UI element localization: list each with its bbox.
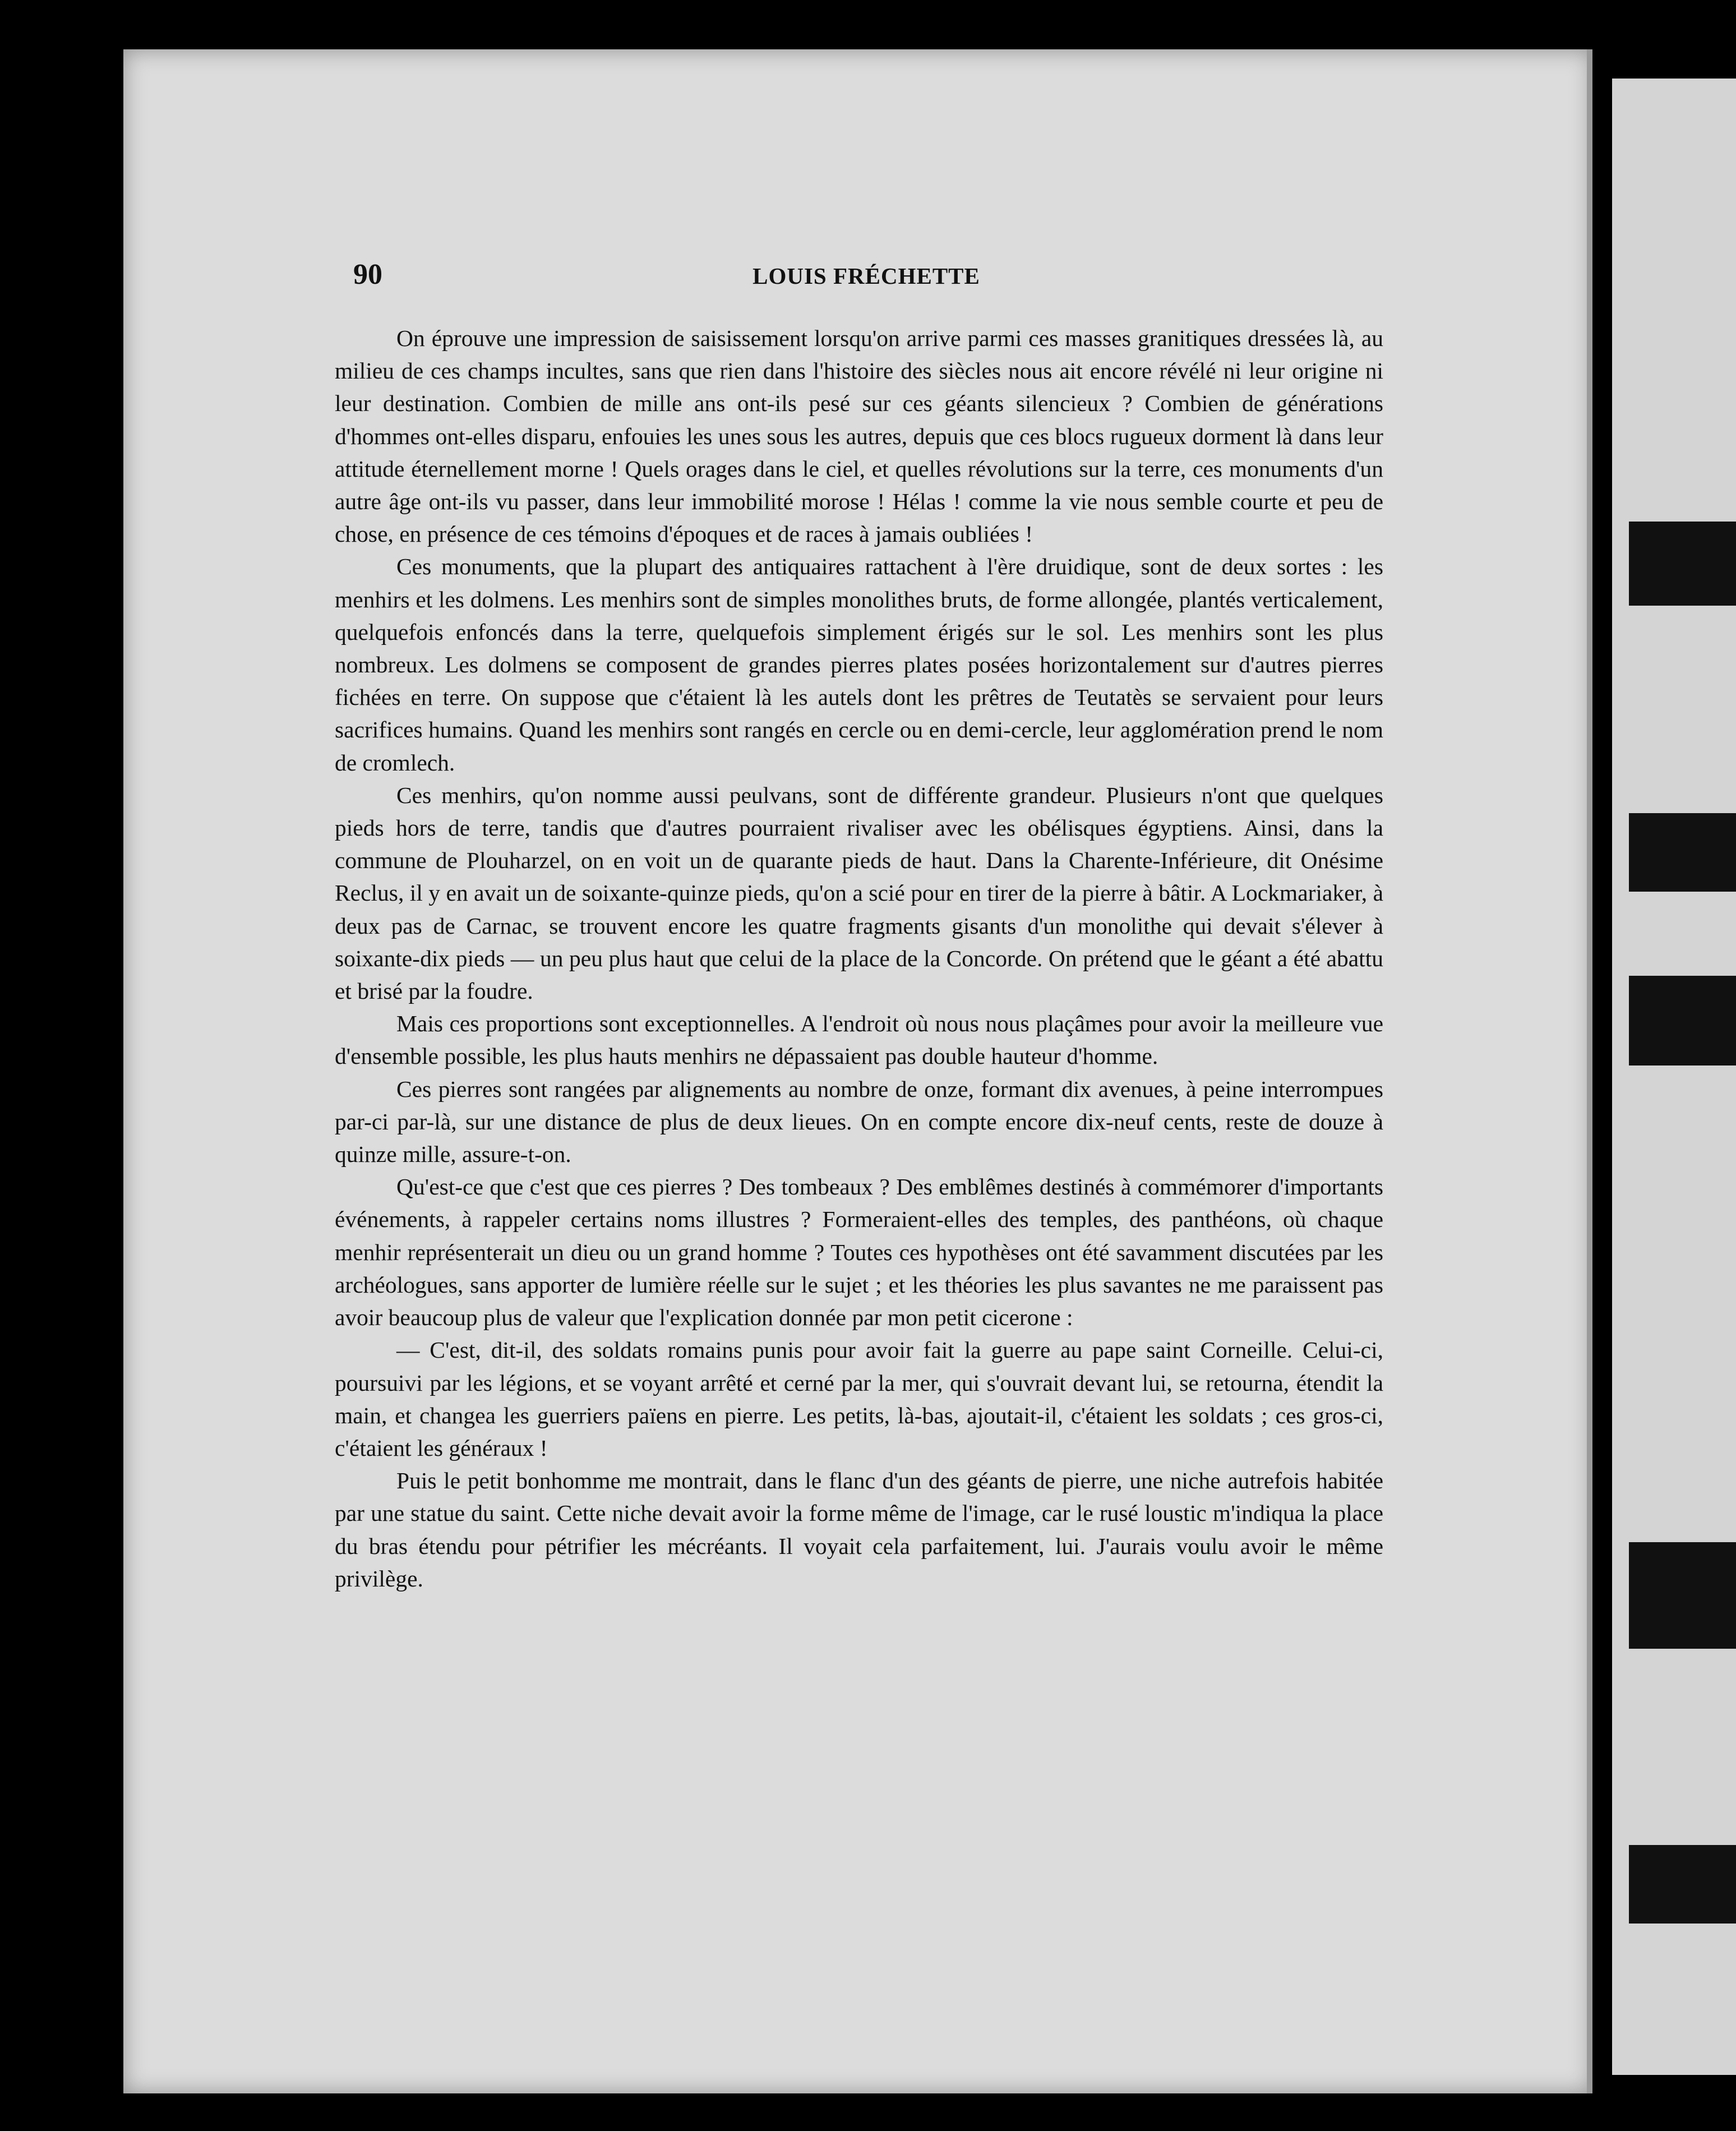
paragraph: Ces pierres sont rangées par alignements au nombre de onze, formant dix avenues, à peine interrompues par-ci par-là, sur une distance de plus de deux lieues. On en compte encore dix-neuf cents, reste de douze à quinze mille, assure-t-on. bbox=[335, 1076, 1383, 1168]
scan-artifact-bar bbox=[1629, 1845, 1736, 1924]
paragraph: On éprouve une impression de saisissement lorsqu'on arrive parmi ces masses granitiques dressées là, au milieu de ces champs incultes, sans que rien dans l'histoire des siècles nous ait encore révélé ni leur origine ni leur destination. Combien de mille ans ont-ils pesé sur ces géants silencieux ? Combien de générations d'hommes ont-elles disparu, enfouies les unes sous les autres, depuis que ces blocs rugueux dorment là dans leur attitude éternellement morne ! Quels orages dans le ciel, et quelles révolutions sur la terre, ces monuments d'un autre âge ont-ils vu passer, dans leur immobilité morose ! Hélas ! comme la vie nous semble courte et peu de chose, en présence de ces témoins d'époques et de races à jamais oubliées ! bbox=[335, 325, 1383, 547]
page-number: 90 bbox=[353, 259, 382, 290]
scan-artifact-bar bbox=[1629, 522, 1736, 606]
paragraph: Ces menhirs, qu'on nomme aussi peulvans, sont de différente grandeur. Plusieurs n'ont que quelques pieds hors de terre, tandis que d'autres pourraient rivaliser avec les obélisques égyptiens. Ainsi, dans la commune de Plouharzel, on en voit un de quarante pieds de haut. Dans la Charente-Inférieure, dit Onésime Reclus, il y en avait un de soixante-quinze pieds, qu'on a scié pour en tirer de la pierre à bâtir. A Lockmariaker, à deux pas de Carnac, se trouvent encore les quatre fragments gisants d'un monolithe qui devait s'élever à soixante-dix pieds — un peu plus haut que celui de la place de la Concorde. On prétend que le géant a été abattu et brisé par la foudre. bbox=[335, 782, 1383, 1004]
facing-page-edge bbox=[1612, 79, 1736, 2075]
paragraph: — C'est, dit-il, des soldats romains punis pour avoir fait la guerre au pape saint Corneille. Celui-ci, poursuivi par les légions, et se voyant arrêté et cerné par la mer, qui s'ouvrait devant lui, se retourna, étendit la main, et changea les guerriers païens en pierre. Les petits, là-bas, ajoutait-il, c'étaient les soldats ; ces gros-ci, c'étaient les généraux ! bbox=[335, 1337, 1383, 1461]
paragraph: Mais ces proportions sont exceptionnelles. A l'endroit où nous nous plaçâmes pour avoir la meilleure vue d'ensemble possible, les plus hauts menhirs ne dépassaient pas double hauteur d'homme. bbox=[335, 1011, 1383, 1069]
scan-artifact-bar bbox=[1629, 813, 1736, 892]
page-header bbox=[353, 258, 1379, 303]
scan-artifact-bar bbox=[1629, 976, 1736, 1066]
body-text bbox=[335, 322, 1383, 1595]
paragraph: Qu'est-ce que c'est que ces pierres ? Des tombeaux ? Des emblêmes destinés à commémorer d'importants événements, à rappeler certains noms illustres ? Formeraient-elles des temples, des panthéons, où chaque menhir représenterait un dieu ou un grand homme ? Toutes ces hypothèses ont été savamment discutées par les archéologues, sans apporter de lumière réelle sur le sujet ; et les théories les plus savantes ne me paraissent pas avoir beaucoup plus de valeur que l'explication donnée par mon petit cicerone : bbox=[335, 1174, 1383, 1331]
scan-artifact-bar bbox=[1629, 1542, 1736, 1649]
paragraph: Ces monuments, que la plupart des antiquaires rattachent à l'ère druidique, sont de deux sortes : les menhirs et les dolmens. Les menhirs sont de simples monolithes bruts, de forme allongée, plantés verticalement, quelquefois enfoncés dans la terre, quelquefois simplement érigés sur le sol. Les menhirs sont les plus nombreux. Les dolmens se composent de grandes pierres plates posées horizontalement sur d'autres pierres fichées en terre. On suppose que c'étaient là les autels dont les prêtres de Teutatès se servaient pour leurs sacrifices humains. Quand les menhirs sont rangés en cercle ou en demi-cercle, leur agglomération prend le nom de cromlech. bbox=[335, 553, 1383, 776]
running-head: LOUIS FRÉCHETTE bbox=[752, 263, 980, 289]
paragraph: Puis le petit bonhomme me montrait, dans le flanc d'un des géants de pierre, une niche autrefois habitée par une statue du saint. Cette niche devait avoir la forme même de l'image, car le rusé loustic m'indiqua la place du bras étendu pour pétrifier les mécréants. Il voyait cela parfaitement, lui. J'aurais voulu avoir le même privilège. bbox=[335, 1468, 1383, 1592]
